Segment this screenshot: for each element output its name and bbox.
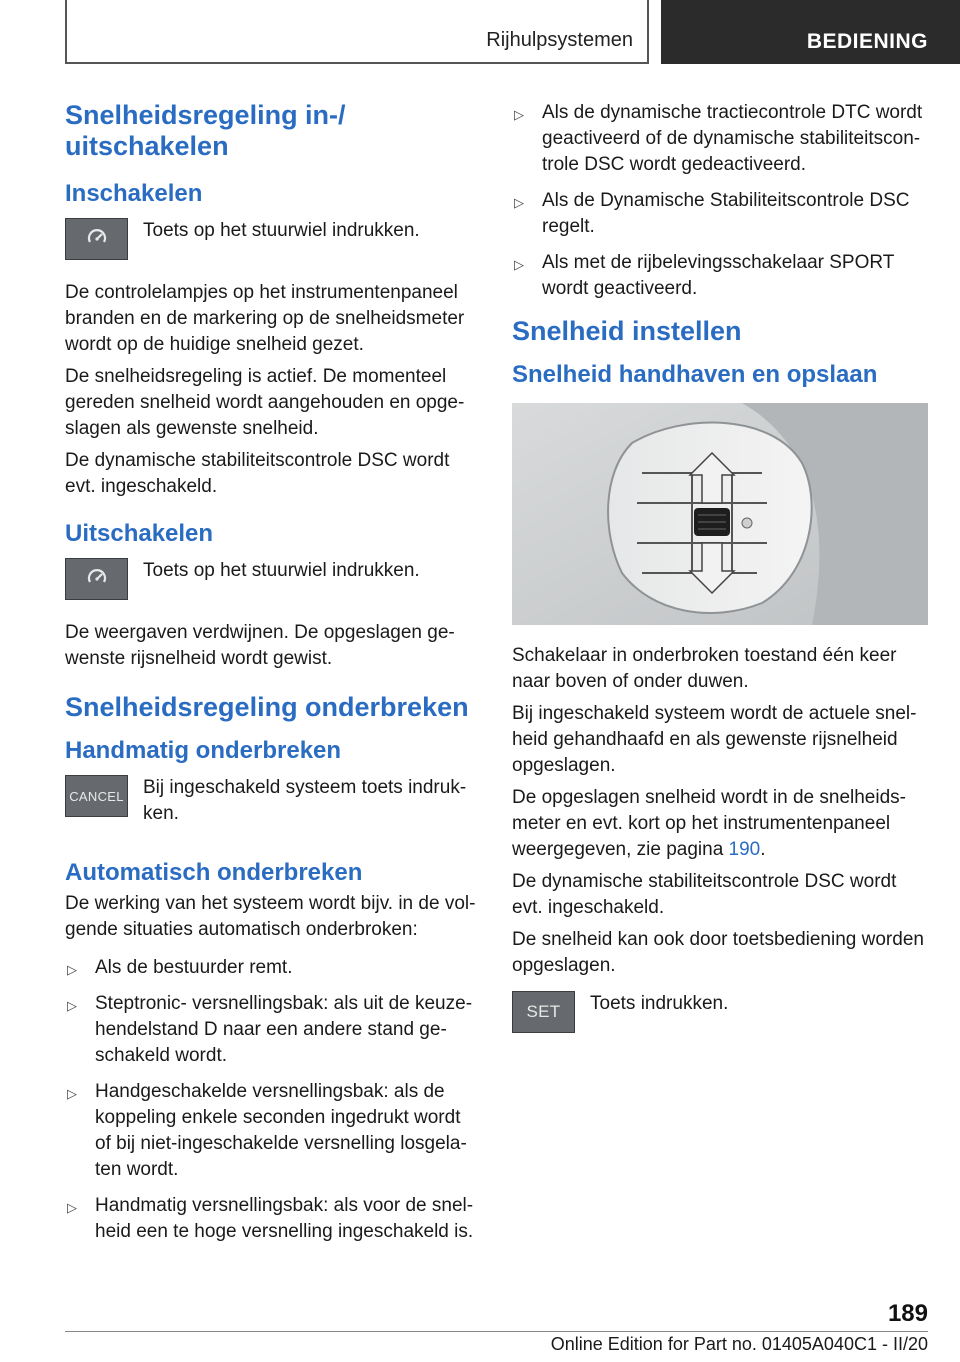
paragraph: Schakelaar in onderbroken toestand één keer naar boven of onder duwen. (512, 645, 897, 692)
section-header-box (65, 0, 649, 64)
page-header (65, 0, 960, 64)
key-instruction: Toets op het stuurwiel indrukken. (143, 220, 420, 241)
key-instruction: Bij ingeschakeld systeem toets indrukken. (143, 777, 467, 824)
chapter-tab-label: BEDIENING (806, 30, 928, 53)
left-column (65, 100, 477, 1255)
list-item: ▷ Handgeschakelde versnellingsbak: als de koppeling enkele seconden ingedrukt wordt of bij niet-ingeschakelde versnelling losgelaten wordt. (67, 1081, 467, 1180)
chapter-tab (661, 0, 960, 64)
paragraph: De opgeslagen snelheid wordt in de snelheidsmeter en evt. kort op het instrumentenpaneel weergegeven, zie pagina 190. (512, 787, 906, 860)
triangle-bullet-icon: ▷ (514, 257, 524, 272)
set-key-icon: SET (512, 991, 575, 1033)
key-row-on (65, 218, 477, 268)
list-item: ▷ Als met de rijbelevingsschakelaar SPORT wordt geactiveerd. (514, 252, 895, 299)
list-item: ▷ Steptronic- versnellingsbak: als uit de keuzehendelstand D naar een andere stand geschakeld wordt. (67, 993, 473, 1066)
paragraph: De snelheidsregeling is actief. De momenteel gereden snelheid wordt aangehouden en opgeslagen als gewenste snelheid. (65, 366, 465, 439)
heading-set-speed: Snelheid instellen (512, 316, 742, 346)
key-instruction: Toets op het stuurwiel indrukken. (143, 560, 420, 581)
page-reference-link[interactable]: 190 (728, 839, 761, 860)
list-item: ▷ Als de Dynamische Stabiliteitscontrole DSC regelt. (514, 190, 910, 237)
triangle-bullet-icon: ▷ (67, 998, 77, 1013)
triangle-bullet-icon: ▷ (67, 962, 77, 977)
triangle-bullet-icon: ▷ (67, 1200, 77, 1215)
paragraph: De dynamische stabiliteitscontrole DSC wordt evt. ingeschakeld. (65, 450, 450, 497)
cancel-key-icon: CANCEL (65, 775, 128, 817)
triangle-bullet-icon: ▷ (67, 1086, 77, 1101)
heading-cruise-on-off: Snelheidsregeling in-/ uitschakelen (65, 100, 346, 161)
paragraph: Bij ingeschakeld systeem wordt de actuele snelheid gehandhaafd en als gewenste rijsnelheid opgeslagen. (512, 703, 917, 776)
steering-wheel-switch-image (512, 403, 928, 625)
key-row-set (512, 991, 928, 1041)
list-item: ▷ Als de dynamische tractiecontrole DTC wordt geactiveerd of de dynamische stabiliteitscontrole DSC wordt gedeactiveerd. (514, 102, 923, 175)
list-item: ▷ Handmatig versnellingsbak: als voor de snelheid een te hoge versnelling ingeschakeld is. (67, 1195, 474, 1242)
paragraph: De werking van het systeem wordt bijv. in de volgende situaties automatisch onderbroken: (65, 893, 476, 940)
triangle-bullet-icon: ▷ (514, 195, 524, 210)
auto-interrupt-list-cont (512, 100, 928, 302)
heading-interrupt: Snelheidsregeling onderbreken (65, 692, 469, 722)
paragraph: De controlelampjes op het instrumentenpaneel branden en de markering op de snelheidsmeter wordt op de huidige snelheid gezet. (65, 282, 465, 355)
auto-interrupt-list (65, 955, 477, 1245)
cruise-control-key-icon (65, 218, 128, 260)
paragraph: De dynamische stabiliteitscontrole DSC wordt evt. ingeschakeld. (512, 871, 897, 918)
heading-handmatig: Handmatig onderbreken (65, 737, 342, 764)
heading-inschakelen: Inschakelen (65, 180, 203, 207)
edition-footer: Online Edition for Part no. 01405A040C1 - II/20 (550, 1334, 928, 1354)
heading-maintain-store: Snelheid handhaven en opslaan (512, 361, 878, 388)
page-number: 189 (887, 1300, 928, 1327)
cruise-control-key-icon (65, 558, 128, 600)
triangle-bullet-icon: ▷ (514, 107, 524, 122)
section-title: Rijhulpsystemen (486, 29, 633, 51)
paragraph: De snelheid kan ook door toetsbediening worden opgeslagen. (512, 929, 924, 976)
key-row-cancel (65, 775, 477, 833)
footer-divider (65, 1331, 928, 1332)
right-column (512, 100, 928, 1053)
list-item: ▷ Als de bestuurder remt. (65, 955, 477, 981)
paragraph: De weergaven verdwijnen. De opgeslagen gewenste rijsnelheid wordt gewist. (65, 622, 455, 669)
key-instruction: Toets indrukken. (590, 993, 729, 1014)
heading-automatisch: Automatisch onderbreken (65, 859, 363, 886)
heading-uitschakelen: Uitschakelen (65, 520, 214, 547)
key-row-off (65, 558, 477, 608)
